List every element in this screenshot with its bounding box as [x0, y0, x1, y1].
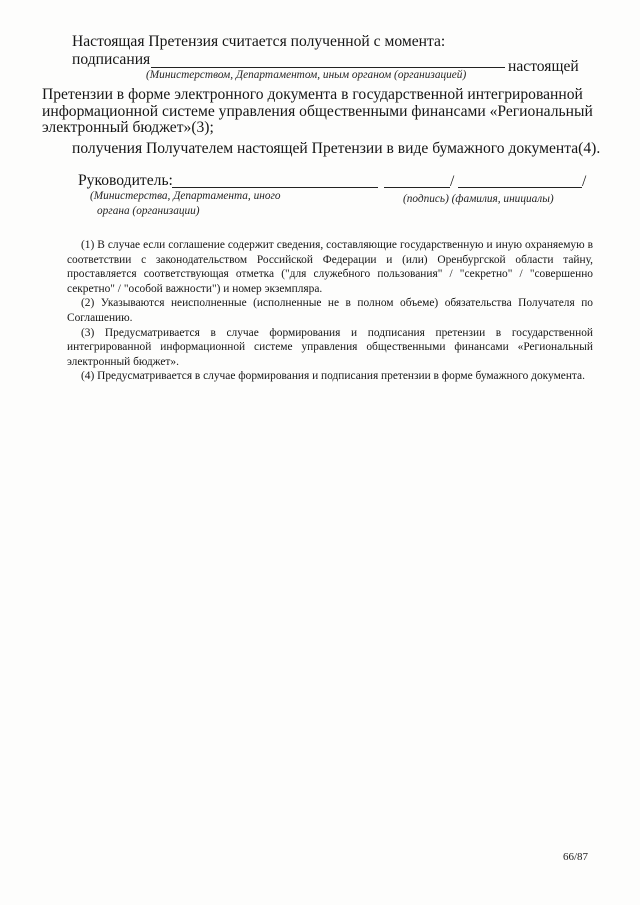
footnote-1: (1) В случае если соглашение содержит сведения, составляющие государственную и иную охраняемую в соответствии с законодательством Российской Федерации и (или) Оренбургской области тайну, проставляется соответствующая отметка ("для служебного пользования" / "секретно" / "совершенно секретно" / "особой важности") и номер экземпляра.: [67, 239, 593, 295]
signature-slash-2: /: [582, 173, 587, 190]
claim-line-5: электронный бюджет»(3);: [42, 119, 214, 136]
page-number: 66/87: [563, 851, 589, 863]
footnote-3: (3) Предусматривается в случае формирования и подписания претензии в государственной интегрированной информационной системе управления общественными финансами «Региональный электронный бюджет».: [67, 326, 593, 368]
claim-line-1: Настоящая Претензия считается полученной с момента:: [72, 33, 446, 50]
signature-blank-line: [384, 187, 450, 188]
name-blank-line: [458, 187, 582, 188]
claim-line-3: Претензии в форме электронного документа в государственной интегрированной: [42, 86, 583, 103]
organization-caption-2: органа (организации): [97, 205, 200, 217]
signature-slash-1: /: [450, 173, 455, 190]
claim-line-2-end: настоящей: [508, 58, 579, 75]
authority-blank-line: [151, 67, 505, 68]
organization-caption-1: (Министерства, Департамента, иного: [90, 190, 281, 202]
footnote-2: (2) Указываются неисполненные (исполненные не в полном объеме) обязательства Получателя по Соглашению.: [67, 297, 593, 324]
footnote-4: (4) Предусматривается в случае формирования и подписания претензии в форме бумажного документа.: [81, 370, 585, 383]
footnotes: [67, 238, 593, 384]
claim-line-4: информационной системе управления общественными финансами «Региональный: [42, 103, 593, 120]
organization-blank-line: [172, 187, 378, 188]
signature-label: Руководитель:: [78, 172, 173, 189]
claim-line-6: получения Получателем настоящей Претензии в виде бумажного документа(4).: [72, 140, 601, 157]
claim-line-2-start: подписания: [72, 51, 151, 68]
signature-caption: (подпись) (фамилия, инициалы): [403, 193, 554, 205]
authority-caption: (Министерством, Департаментом, иным органом (организацией): [146, 69, 467, 81]
